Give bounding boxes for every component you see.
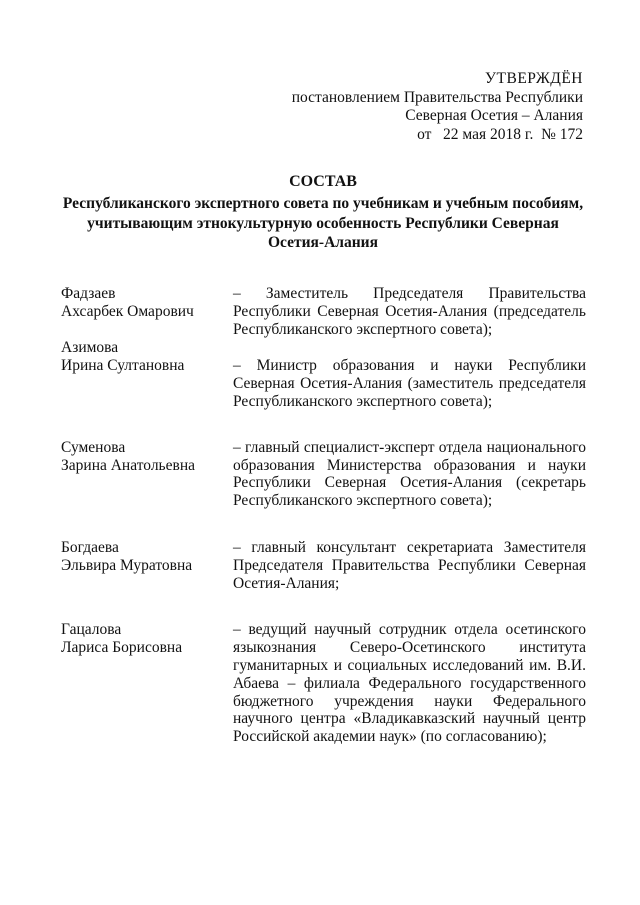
member-name <box>61 539 233 575</box>
member-name <box>61 339 233 375</box>
member-row <box>61 439 586 510</box>
member-surname: Азимова <box>61 339 119 357</box>
member-row <box>61 539 586 592</box>
member-given-name: Ирина Султановна <box>61 357 185 375</box>
member-given-name: Ахсарбек Омарович <box>61 302 194 320</box>
document-heading <box>60 171 586 253</box>
member-surname: Гацалова <box>61 621 122 639</box>
member-name <box>61 621 233 657</box>
member-surname: Богдаева <box>61 538 119 556</box>
members-list <box>61 285 586 746</box>
member-row <box>61 339 586 410</box>
member-role: – главный консультант секретариата Заместителя Председателя Правительства Республики Северная Осетия-Алания; <box>233 538 586 592</box>
member-role: – главный специалист-эксперт отдела национального образования Министерства образования и науки Республики Северная Осетия-Алания (секретарь Республиканского экспертного совета); <box>233 438 586 510</box>
member-role: – ведущий научный сотрудник отдела осетинского языкознания Северо-Осетинского института гуманитарных и социальных исследований им. В.И. Абаева – филиала Федерального государственного бюджетного учреждения науки Федерального научного центра «Владикавказский научный центр Российской академии наук» (по согласованию); <box>233 621 586 746</box>
approval-stamp: УТВЕРЖДЁН <box>485 70 583 87</box>
member-surname: Суменова <box>61 438 126 456</box>
member-given-name: Эльвира Муратовна <box>61 556 193 574</box>
member-role: – Заместитель Председателя Правительства Республики Северная Осетия-Алания (председатель Республиканского экспертного совета); <box>233 285 586 338</box>
member-given-name: Лариса Борисовна <box>61 639 183 657</box>
member-name <box>61 285 233 321</box>
member-row <box>61 285 586 338</box>
approval-block <box>292 70 583 144</box>
member-row <box>61 621 586 746</box>
document-title: СОСТАВ <box>289 173 357 190</box>
member-surname: Фадзаев <box>61 285 116 302</box>
document-subtitle: Республиканского экспертного совета по учебникам и учебным пособиям, учитывающим этнокультурную особенность Республики Северная Осетия-Алания <box>62 195 584 251</box>
member-name <box>61 439 233 475</box>
approval-line-date: от 22 мая 2018 г. № 172 <box>417 125 583 143</box>
member-role: – Министр образования и науки Республики Северная Осетия-Алания (заместитель председателя Республиканского экспертного совета); <box>233 357 586 410</box>
member-given-name: Зарина Анатольевна <box>61 456 195 474</box>
approval-line-republic: Северная Осетия – Алания <box>405 107 583 124</box>
approval-line-resolution: постановлением Правительства Республики <box>291 88 583 106</box>
